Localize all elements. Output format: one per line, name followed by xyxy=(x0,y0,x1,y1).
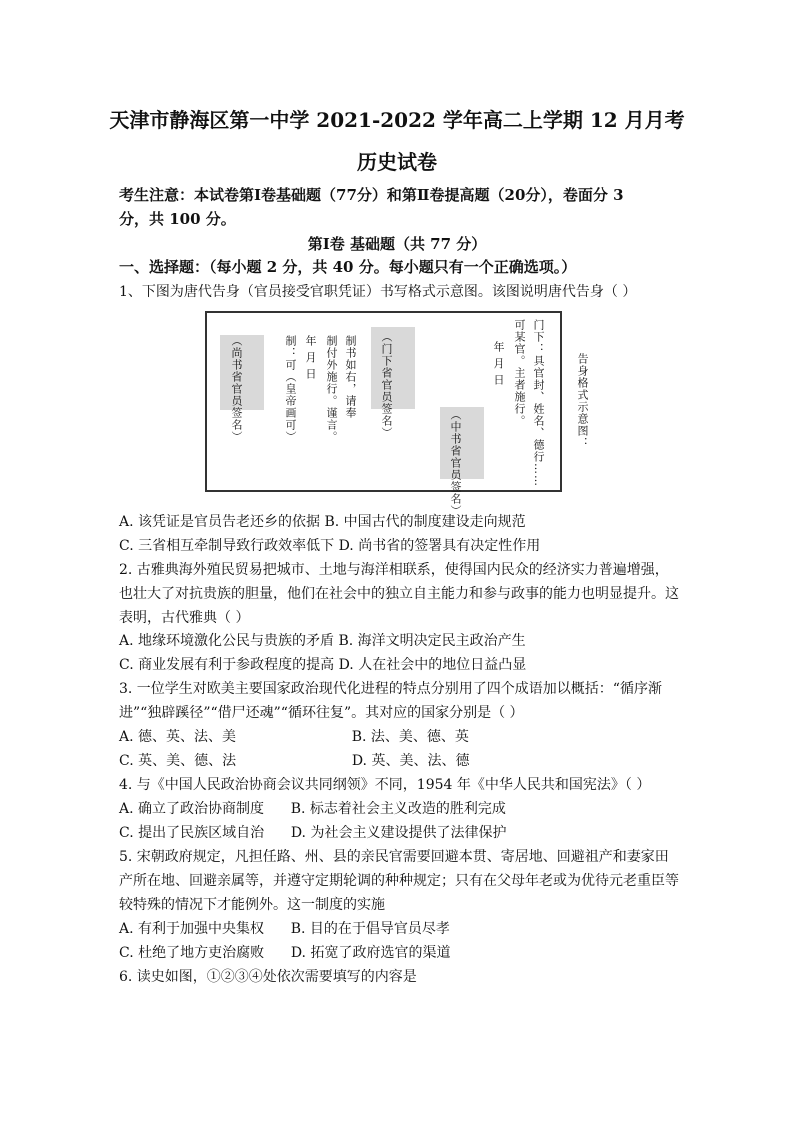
question-4-stem: 4. 与《中国人民政治协商会议共同纲领》不同，1954 年《中华人民共和国宪法》（ ） xyxy=(119,777,651,793)
question-3-stem-line-2: 进”“独辟蹊径”“借尸还魂”“循环往复”。其对应的国家分别是（ ） xyxy=(119,705,524,721)
question-2-stem-line-2: 也壮大了对抗贵族的胆量，他们在社会中的独立自主能力和参与政事的能力也明显提升。这 xyxy=(119,586,679,602)
figure-side-caption: 告身格式示意图： xyxy=(576,353,589,449)
menxia-signature-label: （门下省官员签名） xyxy=(380,331,393,439)
date-column-1: 年 月 日 xyxy=(304,335,317,380)
date-column-2: 年 月 日 xyxy=(492,341,505,386)
question-2-stem-line-1: 2. 古雅典海外殖民贸易把城市、土地与海洋相联系，使得国内民众的经济实力普遍增强， xyxy=(119,562,669,578)
ke-feng-text: 可某官。主者施行。 xyxy=(513,319,526,427)
question-4-option-line-1: A. 确立了政治协商制度 B. 标志着社会主义改造的胜利完成 xyxy=(119,801,506,817)
zhishu-column-2: 制付外施行。谨言。 xyxy=(325,335,338,443)
zhongshu-signature-label: （中书省官员签名） xyxy=(449,409,462,517)
question-5-option-line-1: A. 有利于加强中央集权 B. 目的在于倡导官员尽孝 xyxy=(119,921,450,937)
zhishu-column-1: 制书如右，请奉 xyxy=(344,335,357,419)
zhi-ke-text: 制：可（皇帝画可） xyxy=(284,335,297,443)
part-title: 一、选择题：（每小题 2 分，共 40 分。每小题只有一个正确选项。） xyxy=(119,258,577,276)
notice-line-2: 分，共 100 分。 xyxy=(119,210,236,228)
question-3-option-line-2: C. 英、美、德、法 D. 英、美、法、德 xyxy=(119,753,470,769)
question-1-stem: 1、下图为唐代告身（官员接受官职凭证）书写格式示意图。该图说明唐代告身（ ） xyxy=(119,284,637,300)
question-5-option-line-2: C. 杜绝了地方吏治腐败 D. 拓宽了政府选官的渠道 xyxy=(119,945,451,961)
question-6-stem: 6. 读史如图，①②③④处依次需要填写的内容是 xyxy=(119,969,417,985)
notice-line-1: 考生注意：本试卷第Ⅰ卷基础题（77分）和第Ⅱ卷提高题（20分），卷面分 3 xyxy=(119,186,624,204)
question-1-option-line-2: C. 三省相互牵制导致行政效率低下 D. 尚书省的签署具有决定性作用 xyxy=(119,538,541,554)
section-title: 第Ⅰ卷 基础题（共 77 分） xyxy=(307,235,487,253)
men-xia-text: 门下：具官封、姓名、德行…… xyxy=(532,319,545,487)
shangshu-signature-label: （尚书省官员签名） xyxy=(230,335,243,443)
question-3-option-line-1: A. 德、英、法、美 B. 法、美、德、英 xyxy=(119,729,469,745)
question-5-stem-line-3: 较特殊的情况下才能例外。这一制度的实施 xyxy=(119,897,385,913)
question-2-stem-line-3: 表明，古代雅典（ ） xyxy=(119,610,250,626)
question-1-option-line-1: A. 该凭证是官员告老还乡的依据 B. 中国古代的制度建设走向规范 xyxy=(119,514,526,530)
question-5-stem-line-1: 5. 宋朝政府规定，凡担任路、州、县的亲民官需要回避本贯、寄居地、回避祖产和妻家田 xyxy=(119,849,669,865)
question-3-stem-line-1: 3. 一位学生对欧美主要国家政治现代化进程的特点分别用了四个成语加以概括：“循序渐 xyxy=(119,681,662,697)
exam-subtitle: 历史试卷 xyxy=(357,150,437,174)
gaoshen-format-figure xyxy=(205,311,562,517)
question-5-stem-line-2: 产所在地、回避亲属等，并遵守定期轮调的种种规定；只有在父母年老或为优待元老重臣等 xyxy=(119,873,679,889)
question-2-option-line-2: C. 商业发展有利于参政程度的提高 D. 人在社会中的地位日益凸显 xyxy=(119,657,527,673)
exam-title: 天津市静海区第一中学 2021-2022 学年高二上学期 12 月月考 xyxy=(109,108,685,132)
question-2-option-line-1: A. 地缘环境激化公民与贵族的矛盾 B. 海洋文明决定民主政治产生 xyxy=(119,633,526,649)
question-4-option-line-2: C. 提出了民族区域自治 D. 为社会主义建设提供了法律保护 xyxy=(119,825,507,841)
